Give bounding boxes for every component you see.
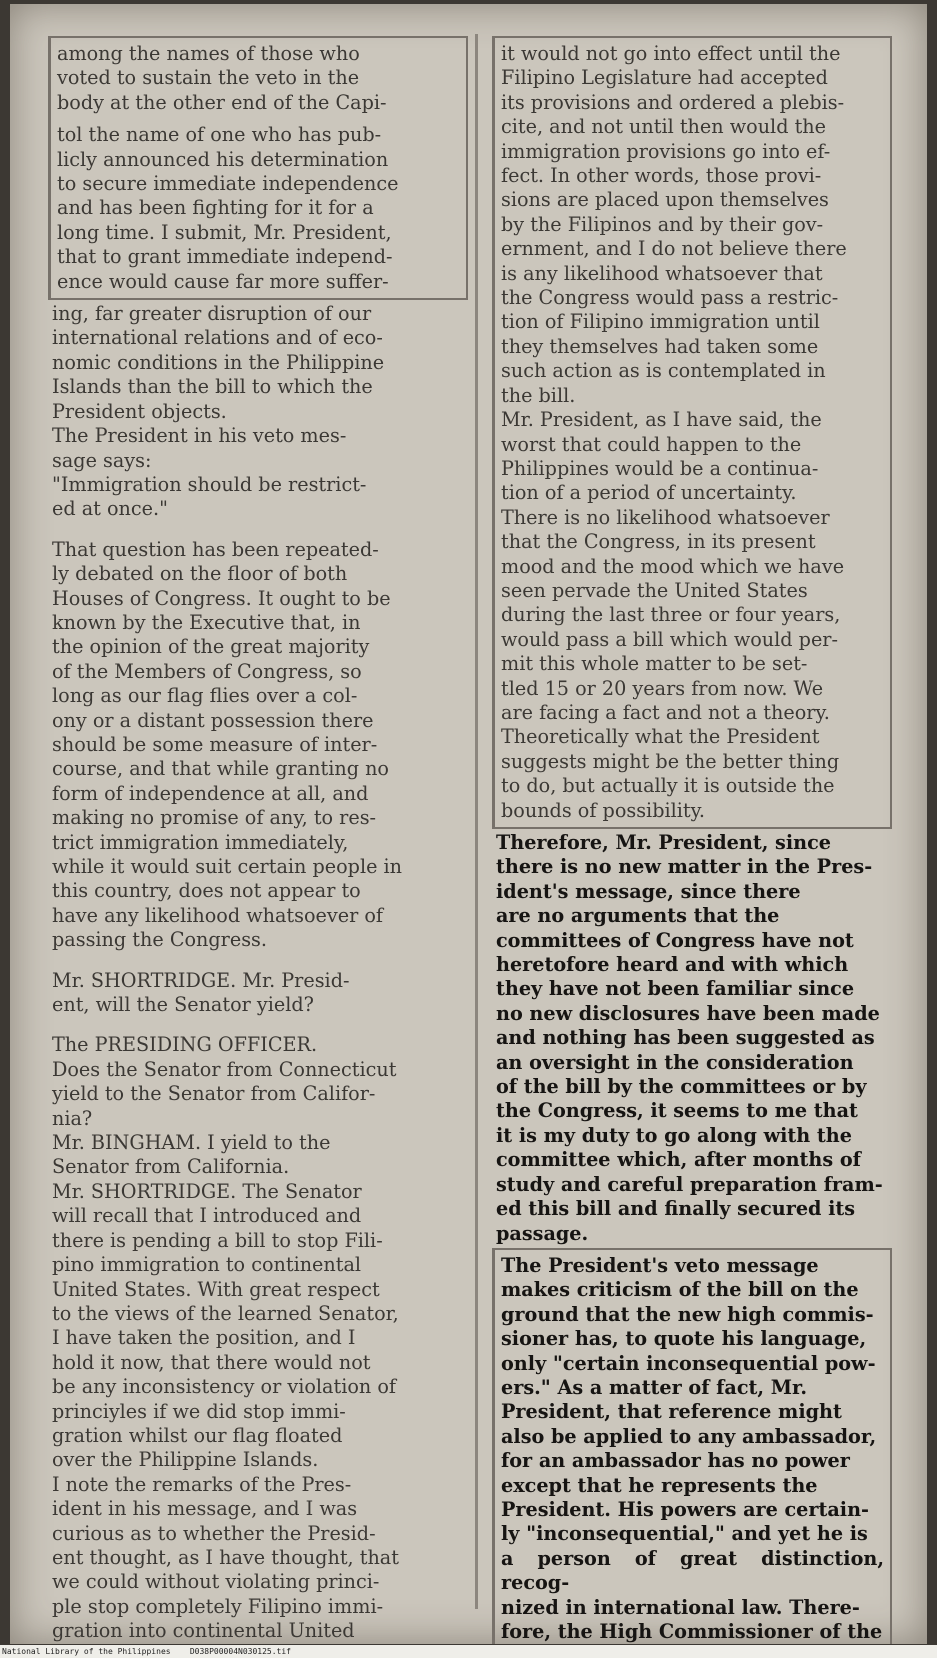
left-column	[48, 34, 468, 1644]
column-divider	[475, 34, 478, 1609]
left-segment-2	[48, 302, 468, 522]
paragraph: tol the name of one who has pub- licly announced his determination to secure immediate independence and has been fighting for it for a long time. I submit, Mr. President, that to grant immediate independ- ence would cause far more suffer-	[57, 123, 399, 293]
paragraph: it would not go into effect until the Filipino Legislature had accepted its provisions and ordered a plebis- cite, and not until then would the immigration provisions go into ef- fect. In other words, those provi- sions are placed upon themselves by the Filipinos and by their gov- ernment, and I do not believe there is any likelihood whatsoever that the Congress would pass a restric- tion of Filipino immigration until they themselves had taken some such action as is contemplated in the bill. Mr. President, as I have said, the worst that could happen to the Philippines would be a continua- tion of a period of uncertainty. There is no likelihood whatsoever that the Congress, in its present mood and the mood which we have seen pervade the United States during the last three or four years, would pass a bill which would per- mit this whole matter to be set- tled 15 or 20 years from now. We are facing a fact and not a theory. Theoretically what the President suggests might be the better thing to do, but actually it is outside the bounds of possibility.	[501, 42, 847, 822]
paragraph: Mr. SHORTRIDGE. Mr. Presid- ent, will the Senator yield?	[52, 968, 350, 1017]
paragraph: ing, far greater disruption of our international relations and of eco- nomic conditions in the Philippine Islands than the bill to which the President objects. The President in his veto mes- sage says: "Immigration should be restrict- ed at once."	[52, 302, 385, 521]
right-segment-3	[492, 1248, 892, 1644]
paragraph: The President's veto message makes criticism of the bill on the ground that the new high commis- sioner has, to quote his language, only "certain inconsequential pow- ers." As a matter of fact, Mr. President, that reference might also be applied to any ambassador, for an ambassador has no power except that he represents the President. His powers are certain- ly "inconsequential," and yet he is a person of great distinction, recog- nized in international law. There- fore, the High Commissioner of the	[501, 1253, 884, 1643]
left-segment-3	[48, 538, 468, 953]
paragraph: The PRESIDING OFFICER. Does the Senator from Connecticut yield to the Senator from Califor- nia? Mr. BINGHAM. I yield to the Senator from California. Mr. SHORTRIDGE. The Senator will recall that I introduced and there is pending a bill to stop Fili- pino immigration to continental United States. With great respect to the views of the learned Senator, I have taken the position, and I hold it now, that there would not be any inconsistency or violation of princiyles if we did stop immi- gration whilst our flag floated over the Philippine Islands. I note the remarks of the Pres- ident in his message, and I was curious as to whether the Presid- ent thought, as I have thought, that we could without violating princi- ple stop completely Filipino immi- gration into continental United	[52, 1033, 399, 1643]
left-segment-5	[48, 1033, 468, 1644]
newspaper-clipping	[10, 4, 927, 1644]
paragraph: among the names of those who voted to sustain the veto in the body at the other end of the Capi-	[57, 42, 387, 114]
paragraph: That question has been repeated- ly debated on the floor of both Houses of Congress. It ought to be known by the Executive that, in the opinion of the great majority of the Members of Congress, so long as our flag flies over a col- ony or a distant possession there should be some measure of inter- course, and that while granting no form of independence at all, and making no promise of any, to res- trict immigration immediately, while it would suit certain people in this country, does not appear to have any likelihood whatsoever of passing the Congress.	[52, 537, 403, 952]
footer-institution: National Library of the Philippines	[2, 1647, 171, 1656]
scan-footer	[0, 1645, 937, 1658]
left-segment-1	[48, 36, 468, 300]
paragraph: Therefore, Mr. President, since there is no new matter in the Pres- ident's message, since there are no arguments that the committees of Congress have not heretofore heard and with which they have not been familiar since no new disclosures have been made and nothing has been suggested as an oversight in the consideration of the bill by the committees or by the Congress, it seems to me that it is my duty to go along with the committee which, after months of study and careful preparation fram- ed this bill and finally secured its passage.	[496, 831, 883, 1245]
left-segment-4	[48, 969, 468, 1018]
right-column	[492, 34, 892, 1644]
right-segment-1	[492, 36, 892, 829]
footer-file-id: D038P00004N030125.tif	[189, 1647, 291, 1656]
right-segment-2	[492, 831, 892, 1246]
